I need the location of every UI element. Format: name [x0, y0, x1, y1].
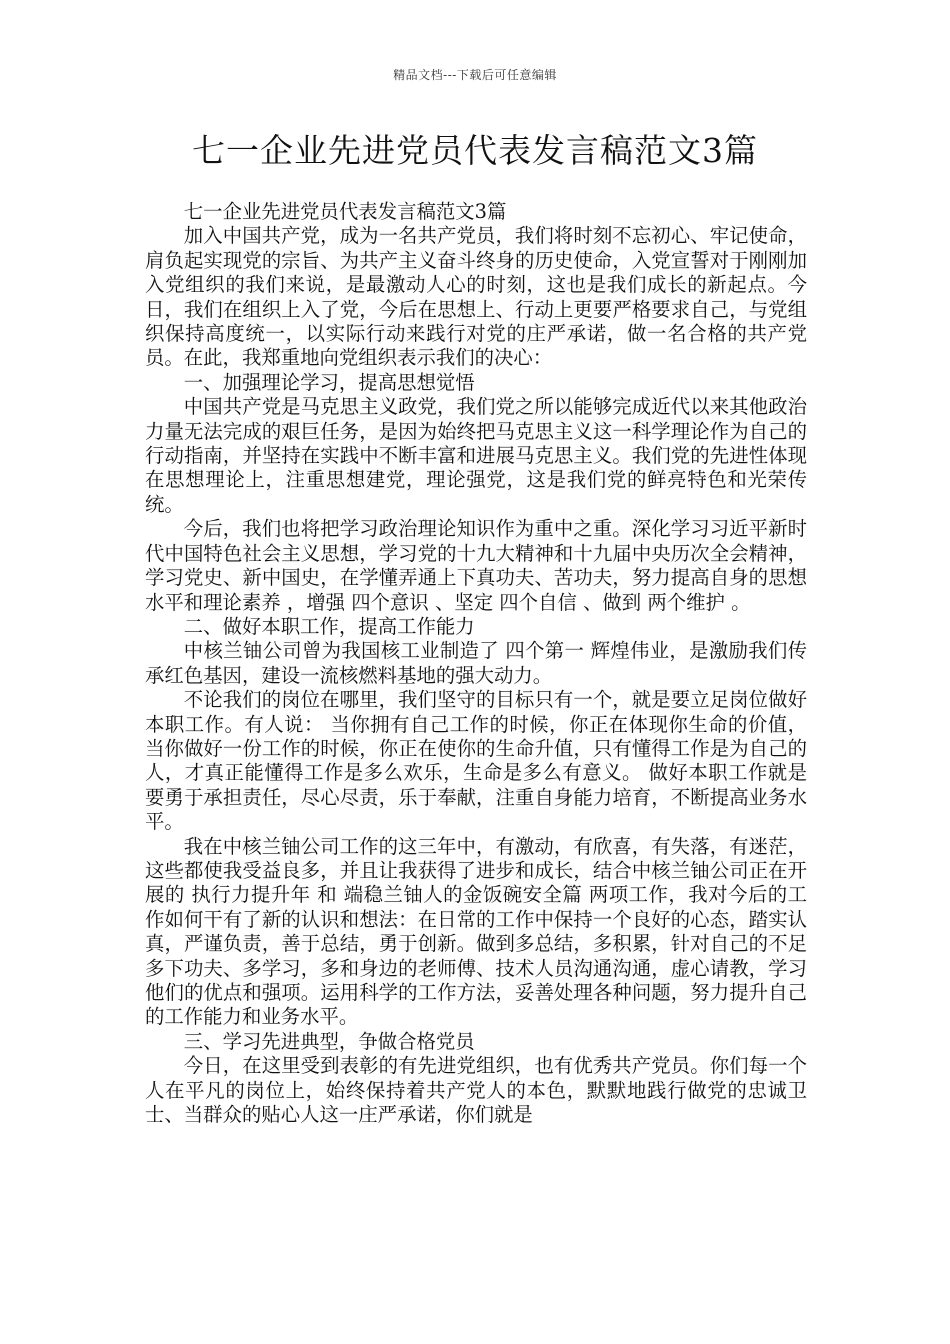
body-paragraph: 今日，在这里受到表彰的有先进党组织，也有优秀共产党员。你们每一个人在平凡的岗位上，始终保持着共产党人的本色，默默地践行做党的忠诚卫士、当群众的贴心人这一庄严承诺，你们就是: [145, 1054, 807, 1127]
section-heading-3: 三、学习先进典型，争做合格党员: [183, 1029, 475, 1053]
section-heading-2: 二、做好本职工作，提高工作能力: [183, 614, 475, 638]
body-paragraph: 中国共产党是马克思主义政党，我们党之所以能够完成近代以来其他政治力量无法完成的艰巨任务，是因为始终把马克思主义这一科学理论作为自己的行动指南，并坚持在实践中不断丰富和进展马克思主义。我们党的先进性体现在思想理论上，注重思想建党，理论强党，这是我们党的鲜亮特色和光荣传统。: [145, 395, 807, 516]
intro-paragraph: 加入中国共产党，成为一名共产党员，我们将时刻不忘初心、牢记使命，肩负起实现党的宗旨、为共产主义奋斗终身的历史使命，入党宣誓对于刚刚加入党组织的我们来说，是最激动人心的时刻，这也是我们成长的新起点。今日，我们在组织上入了党，今后在思想上、行动上更要严格要求自己，与党组织保持高度统一，以实际行动来践行对党的庄严承诺，做一名合格的共产党员。在此，我郑重地向党组织表示我们的决心：: [145, 224, 807, 370]
document-body: [145, 200, 807, 1127]
body-paragraph: 中核兰铀公司曾为我国核工业制造了 四个第一 辉煌伟业，是激励我们传承红色基因，建设一流核燃料基地的强大动力。: [145, 639, 807, 687]
body-paragraph: 今后，我们也将把学习政治理论知识作为重中之重。深化学习习近平新时代中国特色社会主义思想，学习党的十九大精神和十九届中央历次全会精神，学习党史、新中国史，在学懂弄通上下真功夫、苦功夫，努力提高自身的思想水平和理论素养 ，增强 四个意识 、坚定 四个自信 、做到 两个维护 。: [145, 517, 807, 614]
document-title: 七一企业先进党员代表发言稿范文3篇: [192, 131, 758, 170]
body-paragraph: 我在中核兰铀公司工作的这三年中，有激动，有欣喜，有失落，有迷茫，这些都使我受益良多，并且让我获得了进步和成长，结合中核兰铀公司正在开展的 执行力提升年 和 端稳兰铀人的金饭碗安全篇 两项工作，我对今后的工作如何干有了新的认识和想法：在日常的工作中保持一个良好的心态，踏实认真，严谨负责，善于总结，勇于创新。做到多总结，多积累，针对自己的不足多下功夫、多学习，多和身边的老师傅、技术人员沟通沟通，虚心请教，学习他们的优点和强项。运用科学的工作方法，妥善处理各种问题，努力提升自己的工作能力和业务水平。: [145, 834, 807, 1029]
subtitle-paragraph: 七一企业先进党员代表发言稿范文3篇: [183, 200, 507, 223]
section-heading-1: 一、加强理论学习，提高思想觉悟: [183, 370, 475, 394]
body-paragraph: 不论我们的岗位在哪里，我们坚守的目标只有一个，就是要立足岗位做好本职工作。有人说： 当你拥有自己工作的时候，你正在体现你生命的价值，当你做好一份工作的时候，你正在使你的生命升值，只有懂得工作是为自己的人，才真正能懂得工作是多么欢乐，生命是多么有意义。 做好本职工作就是要勇于承担责任，尽心尽责，乐于奉献，注重自身能力培育，不断提高业务水平。: [145, 688, 807, 834]
header-watermark: 精品文档---下载后可任意编辑: [393, 68, 557, 82]
